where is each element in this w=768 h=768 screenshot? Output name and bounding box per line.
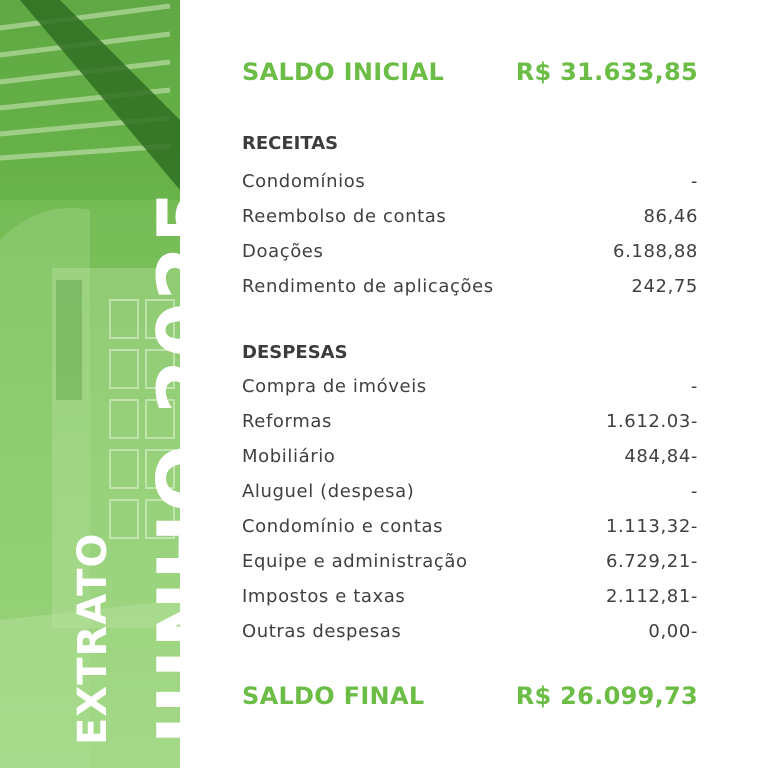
saldo-inicial-row — [242, 58, 698, 86]
extrato-label: EXTRATO — [70, 532, 116, 745]
despesa-label: Impostos e taxas — [242, 586, 406, 607]
cover-photo-panel — [0, 0, 234, 768]
list-item — [242, 411, 698, 432]
despesa-value: 1.612.03- — [605, 411, 698, 432]
list-item — [242, 241, 698, 262]
saldo-final-label: SALDO FINAL — [242, 682, 425, 710]
despesa-value: - — [690, 376, 698, 397]
saldo-inicial-label: SALDO INICIAL — [242, 58, 445, 86]
list-item — [242, 551, 698, 572]
receitas-heading: RECEITAS — [242, 133, 339, 154]
despesa-label: Outras despesas — [242, 621, 402, 642]
receita-value: 242,75 — [631, 276, 698, 297]
despesa-value: - — [690, 481, 698, 502]
list-item — [242, 206, 698, 227]
receita-value: - — [690, 171, 698, 192]
list-item — [242, 586, 698, 607]
receita-label: Rendimento de aplicações — [242, 276, 494, 297]
list-item — [242, 376, 698, 397]
receita-value: 86,46 — [643, 206, 698, 227]
despesa-label: Reformas — [242, 411, 332, 432]
despesa-value: 484,84- — [624, 446, 698, 467]
list-item — [242, 621, 698, 642]
despesa-label: Aluguel (despesa) — [242, 481, 415, 502]
saldo-inicial-value: R$ 31.633,85 — [515, 58, 698, 86]
despesa-value: 6.729,21- — [605, 551, 698, 572]
despesa-value: 2.112,81- — [605, 586, 698, 607]
despesa-label: Condomínio e contas — [242, 516, 444, 537]
list-item — [242, 171, 698, 192]
list-item — [242, 516, 698, 537]
saldo-final-value: R$ 26.099,73 — [515, 682, 698, 710]
saldo-final-row — [242, 682, 698, 710]
despesa-value: 1.113,32- — [605, 516, 698, 537]
month-year-title: JUNHO 2025 — [141, 187, 234, 745]
receita-label: Condomínios — [242, 171, 366, 192]
list-item — [242, 481, 698, 502]
despesas-heading: DESPESAS — [242, 342, 348, 363]
receita-label: Reembolso de contas — [242, 206, 447, 227]
receita-value: 6.188,88 — [613, 241, 698, 262]
list-item — [242, 276, 698, 297]
despesa-label: Compra de imóveis — [242, 376, 427, 397]
despesa-label: Equipe e administração — [242, 551, 468, 572]
list-item — [242, 446, 698, 467]
despesa-value: 0,00- — [648, 621, 698, 642]
despesa-label: Mobiliário — [242, 446, 336, 467]
receita-label: Doações — [242, 241, 324, 262]
